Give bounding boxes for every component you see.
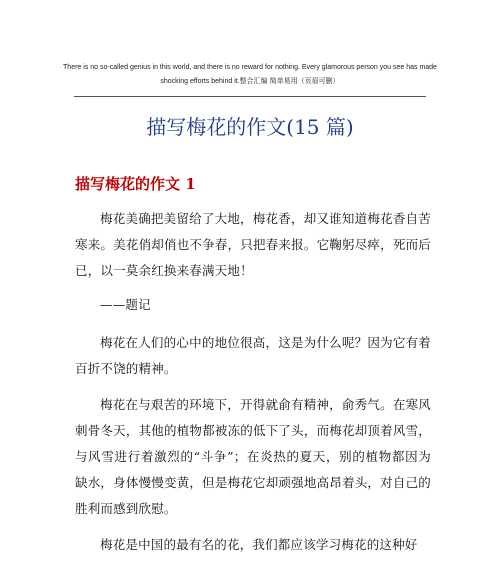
page-header-note: There is no so-called genius in this world, and there is no reward for nothing. Every glamorous person you see has made shocking efforts behind it.整合汇编 简单易用（页眉可删） [63,64,437,85]
section-heading: 描写梅花的作文 1 [75,175,196,193]
document-title: 描写梅花的作文(15 篇) [146,115,354,139]
paragraph-status: 梅花在人们的心中的地位很高，这是为什么呢？因为它有着百折不饶的精神。 [75,335,431,376]
paragraph-resilience: 梅花在与艰苦的环境下，开得就俞有精神，俞秀气。在寒风刺骨冬天，其他的植物都被冻的低下了头，而梅花却顶着风雪，与风雪进行着激烈的“斗争”；在炎热的夏天，别的植物都因为缺水，身体慢慢变黄，但是梅花它却顽强地高昂着头，对自己的胜利而感到欣慰。 [75,397,431,516]
paragraph-intro: 梅花美确把美留给了大地，梅花香，却又谁知道梅花香自苦寒来。美花俏却俏也不争春，只把春来报。它鞠躬尽瘁，死而后已，以一莫余红换来春满天地！ [75,211,431,278]
header-divider [74,96,426,97]
paragraph-epigraph: ——题记 [100,297,151,312]
paragraph-conclusion: 梅花是中国的最有名的花，我们都应该学习梅花的这种好 [100,537,418,552]
